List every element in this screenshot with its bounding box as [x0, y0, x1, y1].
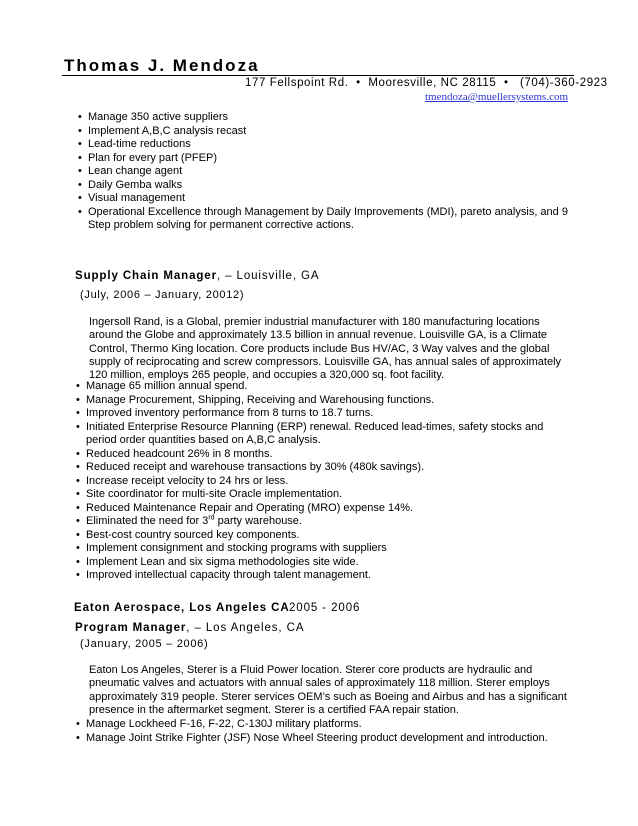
- warehouse-text: Eliminated the need for 3: [86, 515, 209, 527]
- list-item: • Manage 65 million annual spend.: [76, 380, 576, 394]
- list-item: • Improved inventory performance from 8 turns to 18.7 turns.: [76, 407, 576, 421]
- list-item: • Site coordinator for multi-site Oracle implementation.: [76, 488, 576, 502]
- list-item: [76, 515, 576, 529]
- company-name: Eaton Aerospace, Los Angeles CA: [74, 602, 290, 614]
- list-item: • Increase receipt velocity to 24 hrs or less.: [76, 475, 576, 489]
- list-item: • Visual management: [78, 192, 578, 206]
- supply-chain-heading: [75, 270, 319, 282]
- street-address: 177 Fellspoint Rd.: [245, 77, 349, 89]
- list-item: • Reduced headcount 26% in 8 months.: [76, 448, 576, 462]
- list-item: • Plan for every part (PFEP): [78, 152, 578, 166]
- bullet-separator: •: [352, 77, 365, 89]
- list-item: • Lead-time reductions: [78, 138, 578, 152]
- program-manager-heading: [75, 622, 304, 634]
- top-bullet-list: [78, 111, 578, 233]
- list-item: • Initiated Enterprise Resource Planning (ERP) renewal. Reduced lead-times, safety stocks and period order quantities based on A,B,C analysis.: [76, 421, 576, 448]
- job-dates: (July, 2006 – January, 20012): [80, 289, 245, 301]
- list-item: • Daily Gemba walks: [78, 179, 578, 193]
- company-heading: [74, 602, 290, 614]
- contact-line: [245, 77, 608, 89]
- list-item: • Implement A,B,C analysis recast: [78, 125, 578, 139]
- list-item: • Reduced receipt and warehouse transactions by 30% (480k savings).: [76, 461, 576, 475]
- list-item: • Manage Joint Strike Fighter (JSF) Nose Wheel Steering product development and introduction.: [76, 732, 576, 746]
- job-dates: (January, 2005 – 2006): [80, 638, 209, 650]
- bullet-separator: •: [500, 77, 517, 89]
- job-title: Supply Chain Manager: [75, 270, 217, 282]
- warehouse-text-end: party warehouse.: [214, 515, 302, 527]
- list-item: • Manage 350 active suppliers: [78, 111, 578, 125]
- list-item: • Improved intellectual capacity through talent management.: [76, 569, 576, 583]
- list-item: • Lean change agent: [78, 165, 578, 179]
- list-item: • Manage Procurement, Shipping, Receiving and Warehousing functions.: [76, 394, 576, 408]
- company-description: Ingersoll Rand, is a Global, premier industrial manufacturer with 180 manufacturing locations around the Globe and approximately 13.5 billion in annual revenue. Louisville GA, is a Climate Control, Thermo King location. Core products include Bus HV/AC, 3 Way valves and the global supply of reciprocating and screw compressors. Louisville GA, has annual sales of approximately 120 million, employs 265 people, and occupies a 320,000 sq. foot facility.: [89, 316, 562, 382]
- list-item: • Operational Excellence through Management by Daily Improvements (MDI), pareto analysis, and 9 Step problem solving for permanent corrective actions.: [78, 206, 578, 233]
- job-location: , – Los Angeles, CA: [186, 622, 305, 634]
- job-location: , – Louisville, GA: [216, 270, 320, 282]
- candidate-name: Thomas J. Mendoza: [64, 56, 260, 75]
- company-years: 2005 - 2006: [289, 602, 361, 614]
- list-item: • Manage Lockheed F-16, F-22, C-130J military platforms.: [76, 718, 576, 732]
- company-description: Eaton Los Angeles, Sterer is a Fluid Power location. Sterer core products are hydraulic and pneumatic valves and actuators with annual sales of approximately 118 million. Sterer employs approximately 319 people. Sterer services OEM’s such as Boeing and Airbus and has a significant presence in the aftermarket segment. Sterer is a certified FAA repair station.: [89, 664, 567, 716]
- phone-number: (704)-360-2923: [520, 77, 608, 89]
- header-rule: [62, 75, 574, 76]
- list-item: • Best-cost country sourced key components.: [76, 529, 576, 543]
- email-link[interactable]: tmendoza@muellersystems.com: [425, 91, 569, 103]
- list-item: • Reduced Maintenance Repair and Operating (MRO) expense 14%.: [76, 502, 576, 516]
- ordinal-suffix: rd: [208, 514, 215, 522]
- eaton-bullet-list: [76, 718, 576, 745]
- city-state-zip: Mooresville, NC 28115: [368, 77, 497, 89]
- list-item: • Implement consignment and stocking programs with suppliers: [76, 542, 576, 556]
- job-title: Program Manager: [75, 622, 187, 634]
- list-item: • Implement Lean and six sigma methodologies site wide.: [76, 556, 576, 570]
- supply-chain-bullet-list: [76, 380, 576, 583]
